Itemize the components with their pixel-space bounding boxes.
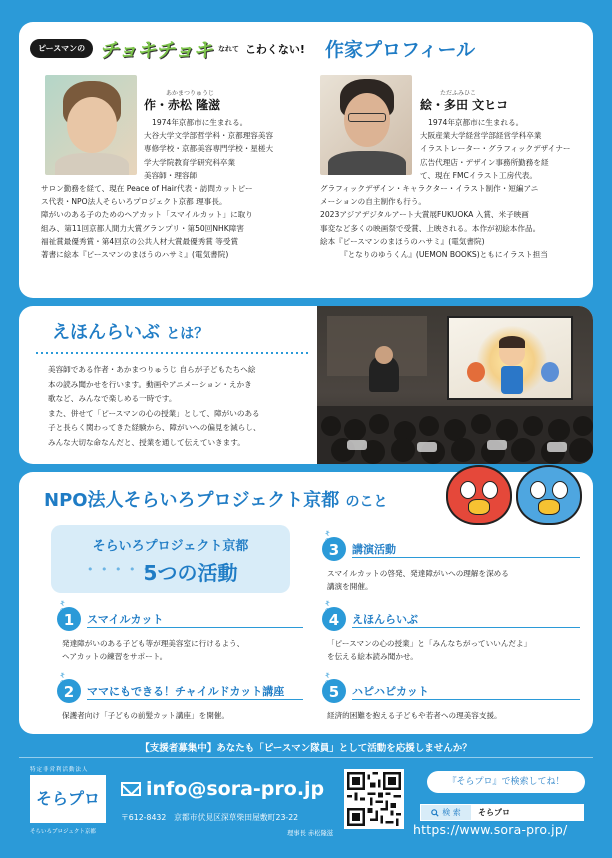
author-name: 作・赤松 隆滋 (144, 98, 221, 112)
activity-number: 4 (322, 607, 346, 631)
org-fullname: そらいろプロジェクト京都 (30, 829, 96, 835)
search-prompt: 『そらプロ』で検索してね！ (427, 771, 585, 793)
activity-desc: 発達障がいのある子ども等が理美容室に行けるよう、 ヘアカットの練習をサポート。 (62, 639, 245, 662)
footer-divider (19, 757, 593, 758)
mascot-blue (516, 465, 582, 525)
npo-title: NPO法人そらいろプロジェクト京都 のこと (44, 490, 388, 511)
illustrator-bio-top: 1974年京都市に生まれる。 大阪産業大学経営学部経営学科卒業 イラストレーター・グラフィックデザイナー 広告代理店・デザイン事務所勤務を経 て、現在 FMCイラスト工房代表。 (420, 118, 571, 180)
mail-icon (121, 782, 141, 796)
search-icon (431, 809, 439, 817)
illustrator-name: 絵・多田 文ヒコ (420, 98, 509, 112)
website-link[interactable]: https://www.sora-pro.jp/ (413, 822, 568, 837)
classroom-photo (317, 306, 593, 464)
logo-nare: なれて (217, 44, 239, 53)
five-activities-label: 5つの活動 (143, 561, 238, 585)
dots-decoration: • • • • • (87, 563, 152, 576)
activity-name: えほんらいぶ (352, 613, 418, 626)
mascot-red (446, 465, 512, 525)
search-input[interactable]: そらプロ (472, 804, 584, 821)
author-bio: サロン勤務を経て、現在 Peace of Hair代表・訪問カットピー ス代表・NPO法人そらいろプロジェクト京都 理事長。 障がいのある子のためのヘアカット「スマイルカット」に取り 組み、第11回京都人間力大賞グランプリ・第50回NHK障害 福祉賞最優秀賞・第4回京の公共人材大賞最優秀賞 等受賞 著書に絵本『ピースマンのまほうのハサミ』(電気書院) (41, 184, 253, 260)
activity-desc: 保護者向け「子どもの前髪カット講座」を開催。 (62, 711, 229, 720)
five-activities-box (51, 525, 290, 593)
search-button[interactable]: 検 索 (420, 804, 472, 821)
logo-kowaku: こわくない! (244, 42, 305, 56)
activity-number: 1 (57, 607, 81, 631)
org-type: 特定非営利活動法人 (30, 767, 89, 773)
ehon-title: えほんらいぶ とは？ (52, 322, 209, 343)
search-bar (420, 804, 584, 821)
activity-number: 2 (57, 679, 81, 703)
author-ruby: あかまつりゅうじ (166, 90, 215, 97)
illustrator-photo (320, 75, 412, 175)
logo-choki: チョキチョキ (99, 38, 212, 62)
address: 〒612-8432 京都市伏見区深草柴田屋敷町23-22 (121, 813, 299, 822)
audience (317, 406, 593, 464)
illustrator-bio: グラフィックデザイン・キャラクター・イラスト制作・短編アニ メーションの自主制作も行う。 2023アジアデジタルアート大賞展FUKUOKA 入賞、米子映画 事変など多くの映画祭で受賞、上映される。本作が初絵本作品。 絵本『ピースマンのまほうのハサミ』(電気書院) 『となりのゆうくん』(UEMON BOOKS)ともにイラスト担当 (320, 184, 548, 260)
illustrator-ruby: ただふみひこ (440, 90, 477, 97)
activity-desc: スマイルカットの啓発、発達障がいへの理解を深める 講演を開催。 (327, 569, 509, 592)
activity-desc: 経済的困難を抱える子どもや若者への理美容支援。 (327, 711, 502, 720)
supporter-banner: 【支援者募集中】あなたも「ピースマン隊員」として活動を応援しませんか？ (140, 743, 472, 754)
qr-code[interactable] (344, 769, 404, 829)
activity-name: スマイルカット (87, 613, 164, 626)
org-logo: そらプロ (30, 775, 106, 823)
author-bio-top: 1974年京都市に生まれる。 大谷大学文学部哲学科・京都理容美容 専修学校・京都美容専門学校・星槎大 学大学院教育学研究科卒業 美容師・理容師 (144, 118, 274, 180)
email-text: info@sora-pro.jp (146, 778, 325, 800)
activity-name: ママにもできる！チャイルドカット講座 (87, 685, 285, 698)
activity-name: ハピハピカット (352, 685, 429, 698)
activity-name: 講演活動 (352, 543, 396, 556)
ehon-body: 美容師である作者・あかまつりゅうじ 自らが子どもたちへ絵 本の読み聞かせを行います。動画やアニメーション・えかき 歌など、みんなで楽しめる一時です。 また、併せて「ピースマンの心の授業」として、障がいのある 子と長らく関わってきた経験から、障がいへの偏見を減らし、 みんな大切な命なんだと、授業を通して伝えていきます。 (48, 365, 261, 447)
email-link[interactable] (121, 778, 324, 800)
profile-header (30, 34, 475, 63)
profile-title: 作家プロフィール (324, 39, 476, 61)
five-activities-org: そらいろプロジェクト京都 (92, 539, 249, 554)
activity-number: 3 (322, 537, 346, 561)
activity-number: 5 (322, 679, 346, 703)
logo-pill: ピースマンの (30, 39, 93, 58)
chairman: 理事長 赤松隆滋 (287, 830, 334, 837)
ehon-divider (36, 352, 308, 354)
author-photo (45, 75, 137, 175)
activity-desc: 「ピースマンの心の授業」と「みんなちがっていいんだよ」 を伝える絵本読み聞かせ。 (327, 639, 532, 662)
projection-screen (447, 316, 573, 400)
